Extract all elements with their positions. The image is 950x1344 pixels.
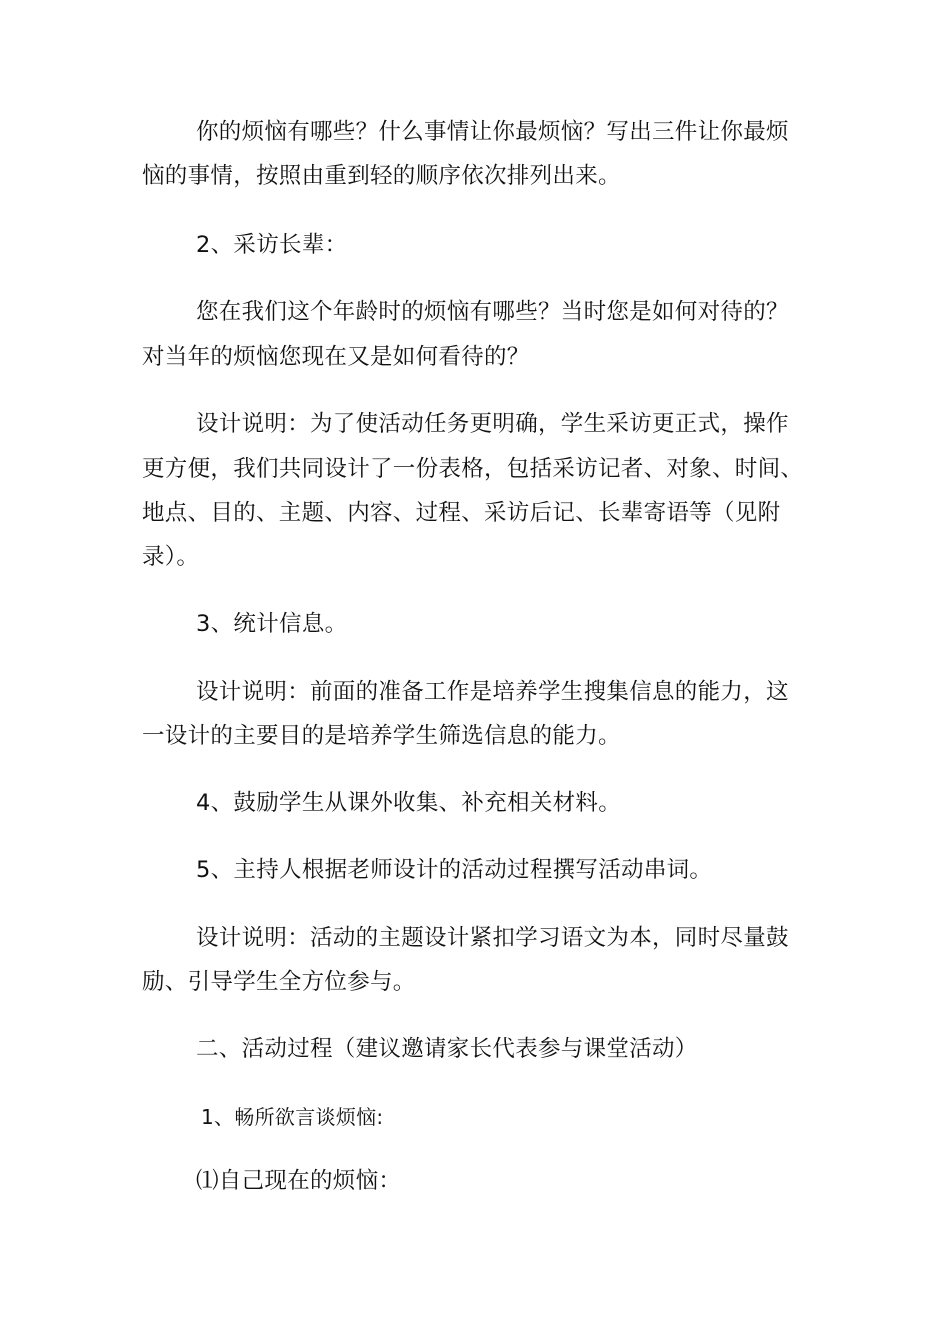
design-note-3-line-1: 设计说明：活动的主题设计紧扣学习语文为本，同时尽量鼓: [196, 925, 789, 951]
section-heading-3: 3、统计信息。: [196, 611, 348, 637]
design-note-line-4: 录）。: [142, 544, 200, 570]
section-heading-2: 2、采访长辈：: [196, 232, 348, 258]
design-note-2-line-1: 设计说明：前面的准备工作是培养学生搜集信息的能力，这: [196, 679, 789, 705]
design-note-line-2: 更方便，我们共同设计了一份表格，包括采访记者、对象、时间、: [142, 456, 804, 482]
design-note-3-line-2: 励、引导学生全方位参与。: [142, 969, 416, 995]
design-note-2-line-2: 一设计的主要目的是培养学生筛选信息的能力。: [142, 723, 621, 749]
subsection-heading-1: 1、畅所欲言谈烦恼:: [201, 1105, 384, 1129]
section-heading-4: 4、鼓励学生从课外收集、补充相关材料。: [196, 790, 622, 816]
section-heading-5: 5、主持人根据老师设计的活动过程撰写活动串词。: [196, 857, 713, 883]
part-two-heading: 二、活动过程（建议邀请家长代表参与课堂活动）: [196, 1036, 698, 1062]
paragraph-line-4: 对当年的烦恼您现在又是如何看待的？: [142, 344, 530, 370]
subsection-item-1: ⑴自己现在的烦恼：: [196, 1168, 402, 1194]
design-note-line-3: 地点、目的、主题、内容、过程、采访后记、长辈寄语等（见附: [142, 500, 781, 526]
paragraph-line-1: 你的烦恼有哪些？什么事情让你最烦恼？写出三件让你最烦: [196, 119, 789, 145]
paragraph-line-3: 您在我们这个年龄时的烦恼有哪些？当时您是如何对待的？: [196, 299, 789, 325]
paragraph-line-2: 恼的事情，按照由重到轻的顺序依次排列出来。: [142, 163, 621, 189]
design-note-line-1: 设计说明：为了使活动任务更明确，学生采访更正式，操作: [196, 411, 789, 437]
